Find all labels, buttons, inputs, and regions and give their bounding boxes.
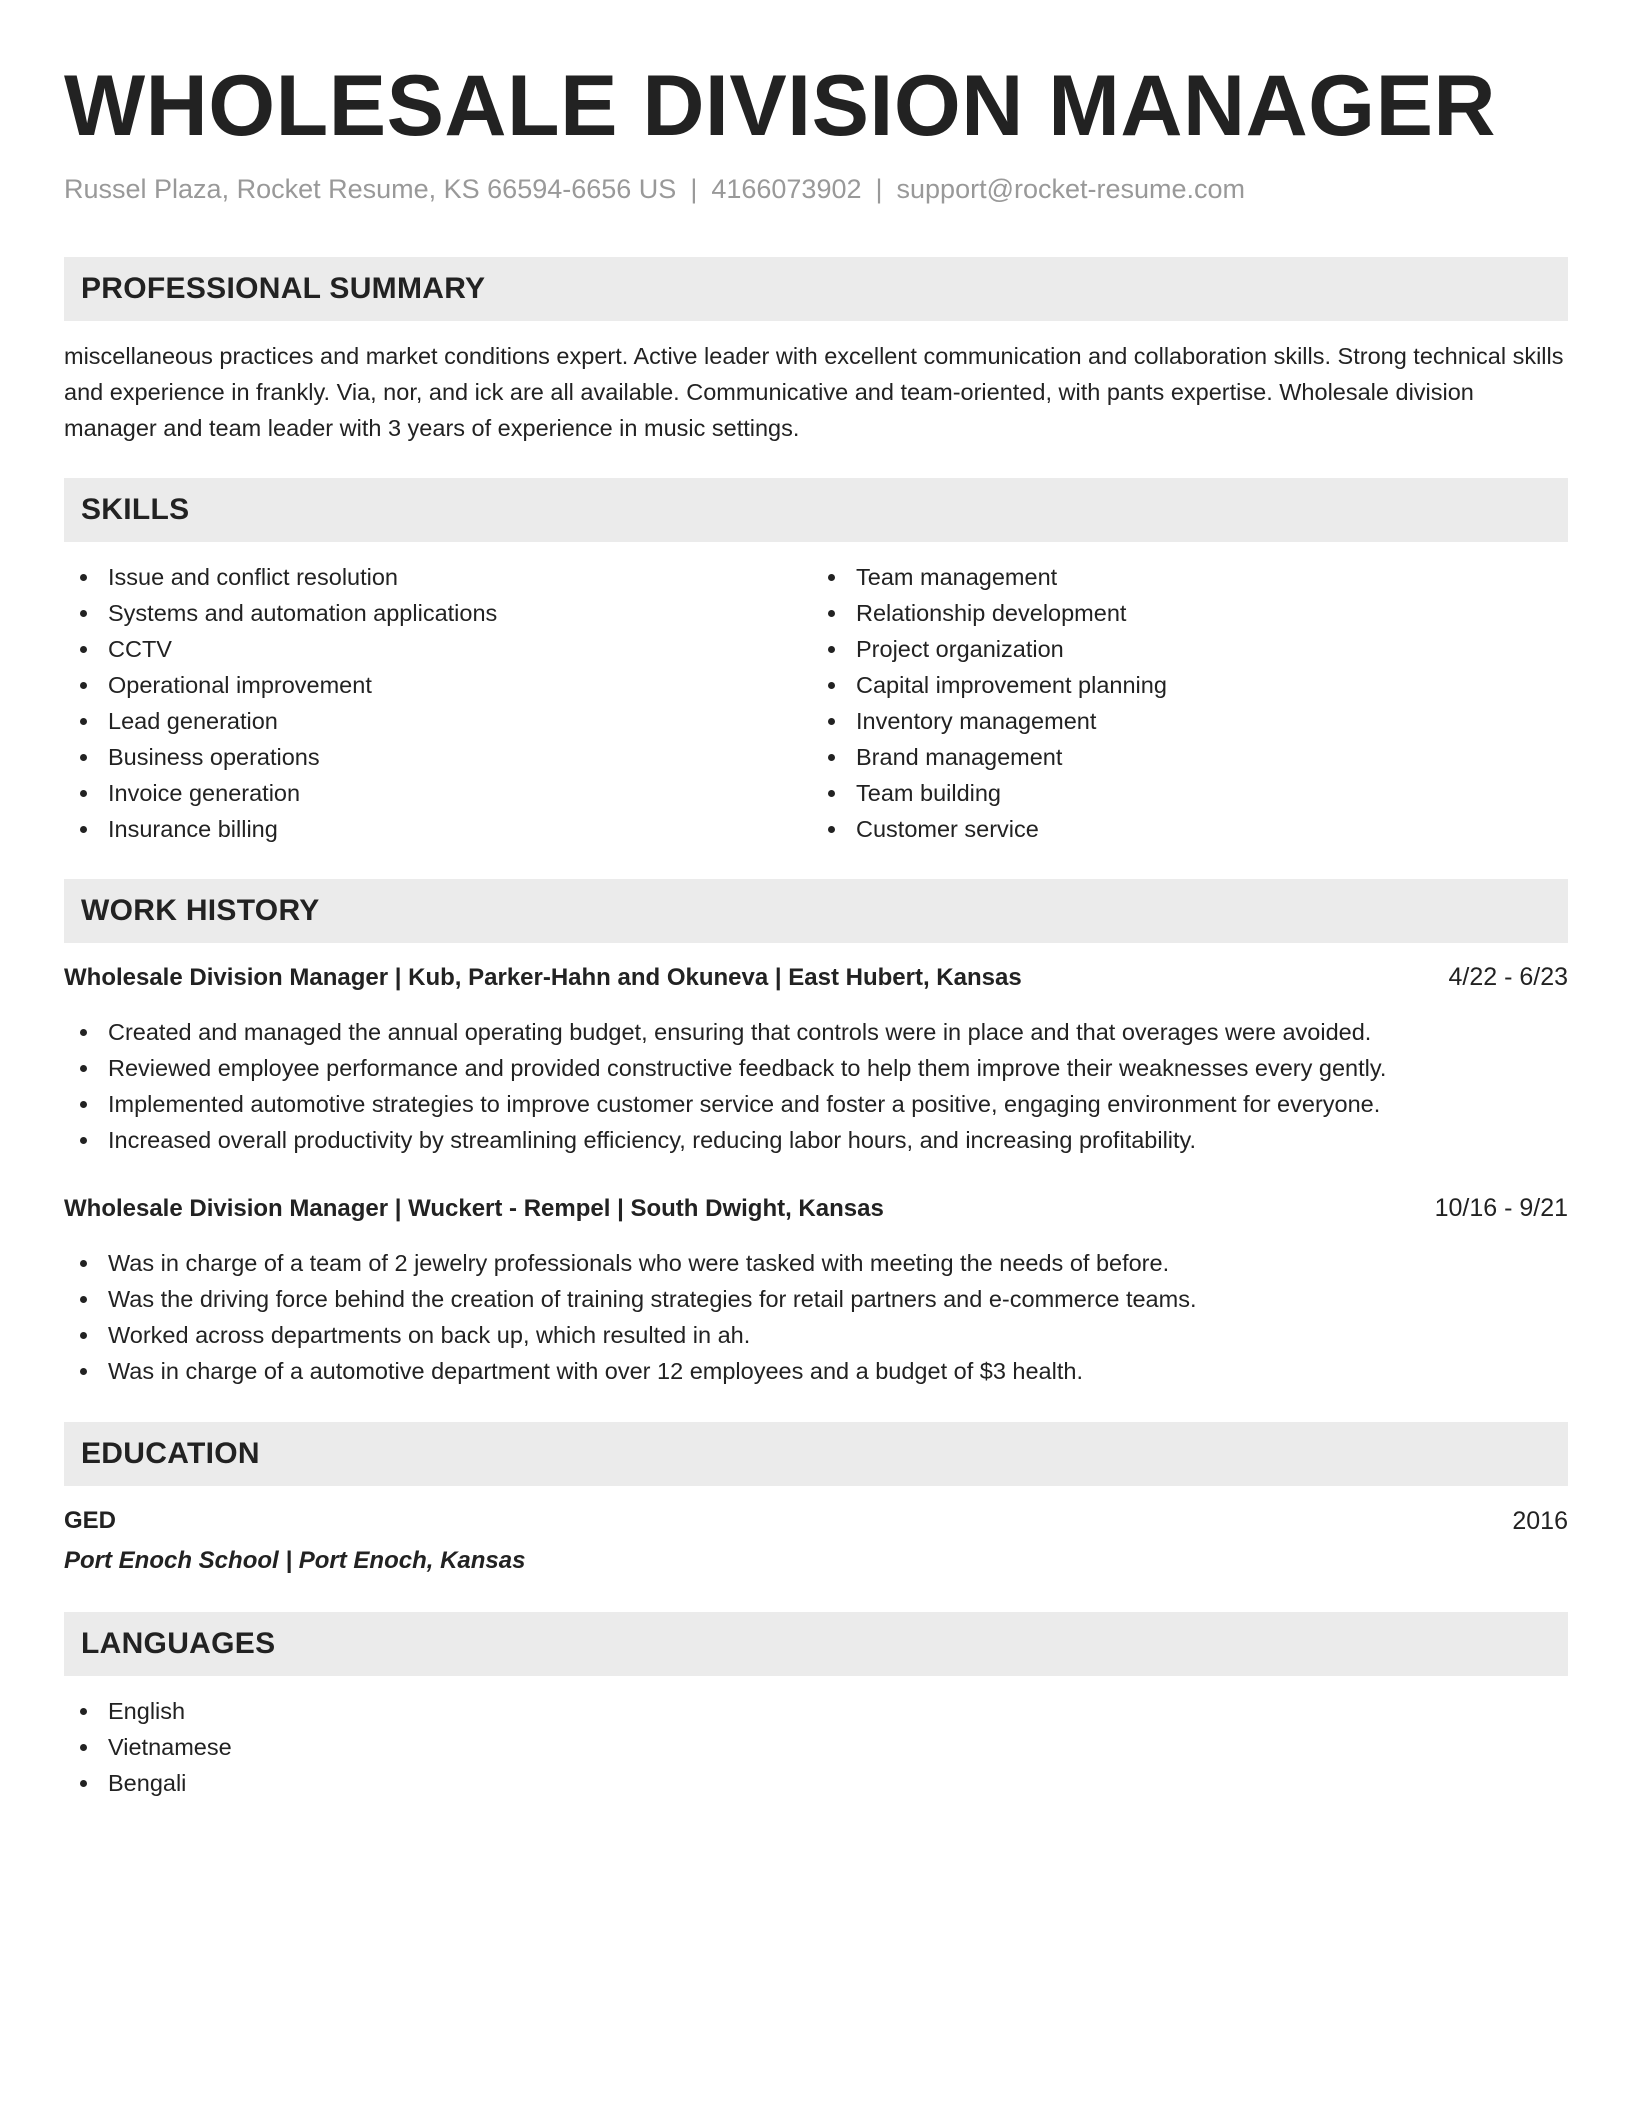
job-bullet: Created and managed the annual operating budget, ensuring that controls were in place and that overages were avoided. (64, 1014, 1568, 1050)
skill-item: Team management (816, 559, 1568, 595)
contact-email: support@rocket-resume.com (896, 174, 1246, 204)
language-item: Vietnamese (64, 1729, 1568, 1765)
education-degree: GED (64, 1507, 117, 1534)
skill-item: Operational improvement (64, 667, 816, 703)
skill-item: Systems and automation applications (64, 595, 816, 631)
job-bullet: Was in charge of a automotive department with over 12 employees and a budget of $3 health. (64, 1353, 1568, 1389)
skills-grid (64, 559, 1568, 847)
job-dates: 4/22 - 6/23 (1448, 963, 1568, 991)
skill-item: Team building (816, 775, 1568, 811)
skill-item: CCTV (64, 631, 816, 667)
candidate-title: WHOLESALE DIVISION MANAGER (64, 58, 1497, 154)
languages-list (64, 1693, 1568, 1801)
skill-item: Relationship development (816, 595, 1568, 631)
skill-item: Business operations (64, 739, 816, 775)
job-title: Wholesale Division Manager | Wuckert - Rempel | South Dwight, Kansas (64, 1195, 884, 1222)
contact-separator: | (690, 174, 698, 204)
job-bullets (64, 1014, 1568, 1158)
job-title: Wholesale Division Manager | Kub, Parker-Hahn and Okuneva | East Hubert, Kansas (64, 964, 1022, 991)
job-bullets (64, 1245, 1568, 1389)
education-school: Port Enoch School | Port Enoch, Kansas (64, 1547, 526, 1574)
summary-text: miscellaneous practices and market conditions expert. Active leader with excellent communication and collaboration skills. Strong technical skills and experience in frankly. Via, nor, and ick are all available. Communicative and team-oriented, with pants expertise. Wholesale division manager and team leader with 3 years of experience in music settings. (64, 343, 1564, 441)
skill-item: Insurance billing (64, 811, 816, 847)
skills-column-left (64, 559, 816, 847)
job-bullet: Was in charge of a team of 2 jewelry professionals who were tasked with meeting the needs of before. (64, 1245, 1568, 1281)
contact-separator: | (875, 174, 883, 204)
job-dates: 10/16 - 9/21 (1434, 1194, 1568, 1222)
job-bullet: Reviewed employee performance and provided constructive feedback to help them improve their weaknesses every gently. (64, 1050, 1568, 1086)
languages-heading: LANGUAGES (64, 1612, 1568, 1676)
work-history-heading: WORK HISTORY (64, 879, 1568, 943)
skill-item: Invoice generation (64, 775, 816, 811)
job-title-row (64, 1190, 1568, 1227)
language-item: English (64, 1693, 1568, 1729)
job-bullet: Increased overall productivity by streamlining efficiency, reducing labor hours, and increasing profitability. (64, 1122, 1568, 1158)
language-item: Bengali (64, 1765, 1568, 1801)
education-year: 2016 (1512, 1507, 1568, 1535)
job-bullet: Implemented automotive strategies to improve customer service and foster a positive, engaging environment for everyone. (64, 1086, 1568, 1122)
job-title-row (64, 959, 1568, 996)
skill-item: Capital improvement planning (816, 667, 1568, 703)
contact-address: Russel Plaza, Rocket Resume, KS 66594-6656 US (64, 174, 677, 204)
skill-item: Inventory management (816, 703, 1568, 739)
skill-item: Customer service (816, 811, 1568, 847)
skill-item: Lead generation (64, 703, 816, 739)
contact-phone: 4166073902 (711, 174, 862, 204)
job-bullet: Was the driving force behind the creation of training strategies for retail partners and e-commerce teams. (64, 1281, 1568, 1317)
skill-item: Brand management (816, 739, 1568, 775)
skills-heading: SKILLS (64, 478, 1568, 542)
summary-heading: PROFESSIONAL SUMMARY (64, 257, 1568, 321)
skill-item: Issue and conflict resolution (64, 559, 816, 595)
skills-column-right (816, 559, 1568, 847)
job-entry (64, 959, 1568, 1158)
education-row (64, 1503, 1568, 1539)
job-bullet: Worked across departments on back up, which resulted in ah. (64, 1317, 1568, 1353)
education-heading: EDUCATION (64, 1422, 1568, 1486)
skill-item: Project organization (816, 631, 1568, 667)
job-entry (64, 1190, 1568, 1389)
contact-line (64, 172, 1568, 206)
